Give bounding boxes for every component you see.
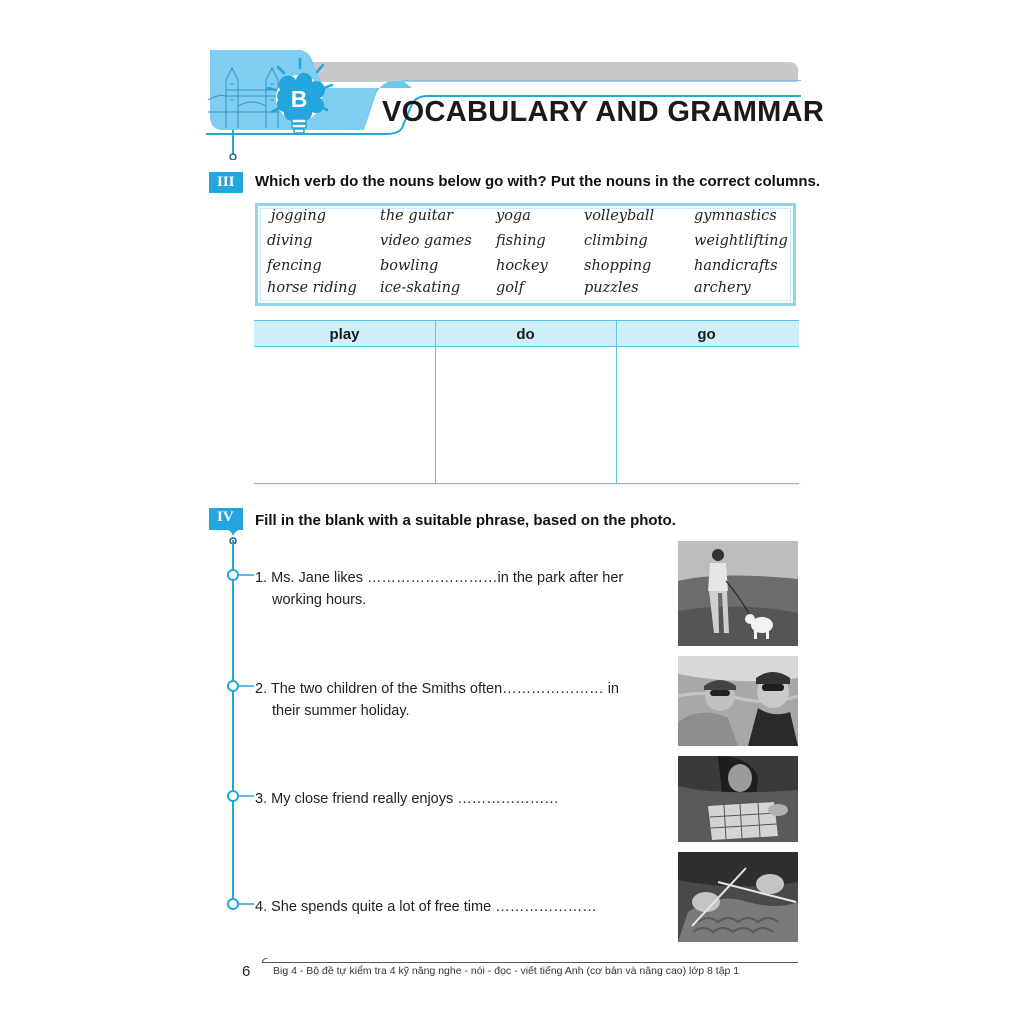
table-bottom-border	[254, 483, 799, 484]
column-header-go: go	[697, 326, 716, 343]
children-swimming-underwater-photo	[678, 656, 798, 746]
footer-divider	[262, 962, 798, 963]
question-2-line1: 2. The two children of the Smiths often………………… in	[255, 681, 619, 697]
noun-item: climbing	[584, 233, 648, 249]
noun-item: jogging	[271, 208, 327, 224]
footer-book-title: Big 4 - Bộ đề tự kiểm tra 4 kỹ năng nghe - nói - đọc - viết tiếng Anh (cơ bản và nâng cao) lớp 8 tập 1	[273, 965, 740, 977]
noun-item: the guitar	[380, 208, 454, 224]
question-2-line2: their summer holiday.	[272, 703, 410, 719]
noun-item: video games	[380, 233, 472, 249]
woman-walking-dog-photo	[678, 541, 798, 646]
question-1-line2: working hours.	[272, 592, 367, 608]
noun-item: ice-skating	[380, 280, 461, 296]
noun-item: hockey	[496, 258, 548, 274]
question-1-line1: 1. Ms. Jane likes ………………………in the park after her	[255, 570, 624, 586]
noun-item: fencing	[267, 258, 322, 274]
person-doing-puzzle-photo	[678, 756, 798, 842]
noun-item: diving	[267, 233, 313, 249]
noun-item: yoga	[496, 208, 531, 224]
noun-item: fishing	[496, 233, 546, 249]
noun-item: golf	[496, 280, 525, 296]
noun-grid	[267, 208, 787, 304]
noun-item: weightlifting	[694, 233, 788, 249]
answer-cell-play[interactable]	[254, 347, 435, 483]
noun-item: handicrafts	[694, 258, 778, 274]
exercise-number: IV	[217, 509, 234, 525]
noun-item: archery	[694, 280, 751, 296]
verb-columns-table	[254, 320, 799, 484]
question-1	[255, 567, 635, 611]
question-3-line1: 3. My close friend really enjoys …………………	[255, 791, 559, 807]
question-3	[255, 788, 635, 810]
exercise-instruction: Fill in the blank with a suitable phrase, based on the photo.	[255, 512, 676, 529]
answer-cell-do[interactable]	[436, 347, 616, 483]
noun-item: bowling	[380, 258, 439, 274]
answer-cell-go[interactable]	[617, 347, 799, 483]
noun-item: horse riding	[267, 280, 357, 296]
question-4	[255, 896, 635, 918]
page-number: 6	[242, 963, 251, 980]
exercise-instruction: Which verb do the nouns below go with? Put the nouns in the correct columns.	[255, 173, 821, 190]
question-4-line1: 4. She spends quite a lot of free time …………………	[255, 899, 597, 915]
column-header-play: play	[329, 326, 360, 343]
question-2	[255, 678, 635, 722]
noun-item: shopping	[584, 258, 652, 274]
noun-item: gymnastics	[694, 208, 777, 224]
column-header-do: do	[516, 326, 535, 343]
footer-hook-icon	[256, 958, 268, 966]
exercise-number-tab	[209, 172, 243, 193]
section-title: VOCABULARY AND GRAMMAR	[382, 96, 825, 128]
noun-item: puzzles	[584, 280, 639, 296]
knitting-hands-photo	[678, 852, 798, 942]
noun-item: volleyball	[584, 208, 655, 224]
exercise-number: III	[217, 174, 235, 190]
section-letter: B	[290, 86, 308, 112]
